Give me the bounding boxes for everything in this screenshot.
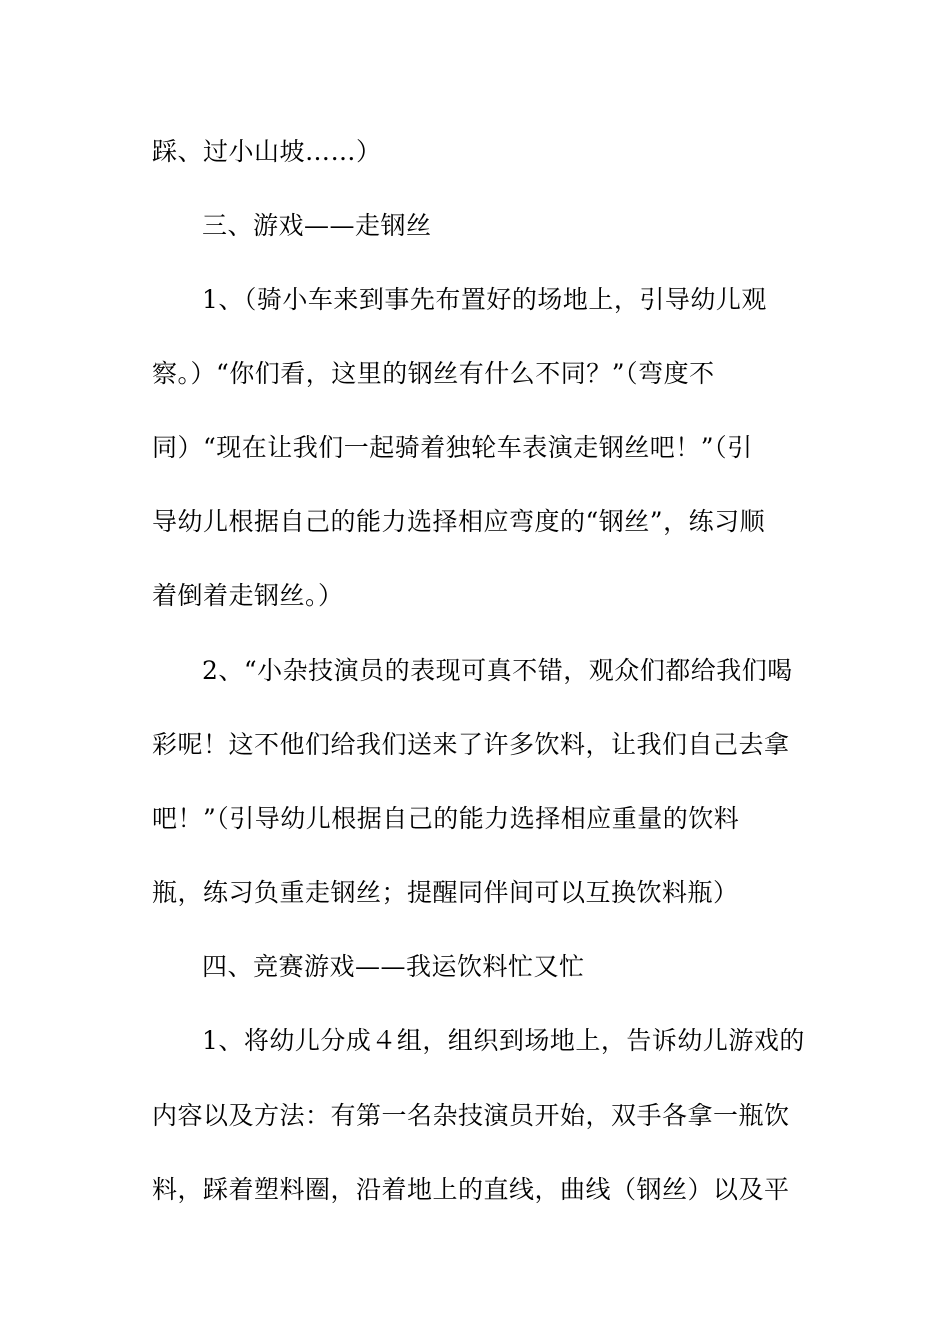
text-line: 导幼儿根据自己的能力选择相应弯度的“钢丝”，练习顺 (152, 507, 766, 536)
text-line: 1、将幼儿分成４组，组织到场地上，告诉幼儿游戏的 (202, 1026, 805, 1055)
text-line: 同）“现在让我们一起骑着独轮车表演走钢丝吧！”（引 (152, 433, 753, 462)
text-line: 瓶，练习负重走钢丝；提醒同伴间可以互换饮料瓶） (152, 878, 739, 907)
text-line: 察。）“你们看，这里的钢丝有什么不同？”（弯度不 (152, 359, 715, 388)
text-line: 内容以及方法：有第一名杂技演员开始，双手各拿一瓶饮 (152, 1101, 790, 1130)
section-heading: 四、竞赛游戏——我运饮料忙又忙 (202, 952, 585, 981)
text-line: 吧！”（引导幼儿根据自己的能力选择相应重量的饮料 (152, 804, 740, 833)
text-line: 踩、过小山坡……） (152, 137, 382, 166)
text-line: 彩呢！这不他们给我们送来了许多饮料，让我们自己去拿 (152, 730, 790, 759)
text-line: 1、（骑小车来到事先布置好的场地上，引导幼儿观 (202, 285, 767, 314)
text-line: 料，踩着塑料圈，沿着地上的直线，曲线（钢丝）以及平 (152, 1175, 790, 1204)
text-line: 2、“小杂技演员的表现可真不错，观众们都给我们喝 (202, 656, 793, 685)
text-line: 着倒着走钢丝。） (152, 581, 344, 610)
section-heading: 三、游戏——走钢丝 (202, 211, 432, 240)
